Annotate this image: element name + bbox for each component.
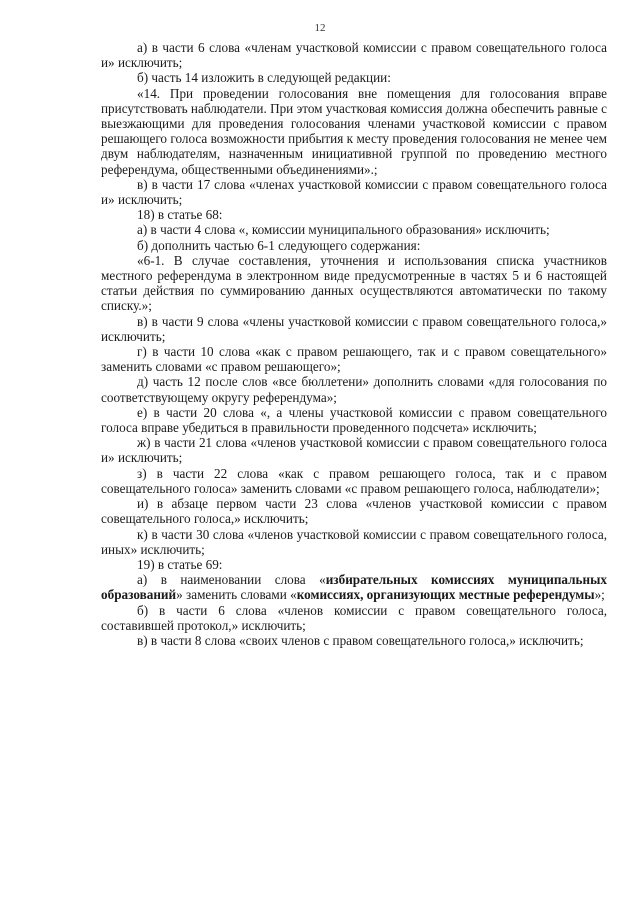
paragraph-amend-a: а) в части 6 слова «членам участковой комиссии с правом совещательного голоса и» исключить; — [101, 40, 607, 71]
paragraph-18-k: к) в части 30 слова «членов участковой комиссии с правом совещательного голоса, иных» исключить; — [101, 526, 607, 557]
paragraph-amend-v: в) в части 17 слова «членах участковой комиссии с правом совещательного голоса и» исключить; — [101, 176, 607, 208]
paragraph-19-a-part-1: а) в наименовании слова « — [137, 572, 326, 588]
paragraph-part-6-1-text: «6-1. В случае составления, уточнения и использования списка участников местного референдума в электронном виде предусмотренные в частях 5 и 6 настоящей статьи действия по суммированию данных осуществляются автоматически по такому списку.»; — [101, 252, 607, 314]
paragraph-part-14-text: «14. При проведении голосования вне помещения для голосования вправе присутствовать наблюдатели. При этом участковая комиссия должна обеспечить равные с выезжающими для проведения голосования членами участковой комиссии с правом решающего голоса возможности прибытия к месту проведения голосования не менее чем двум наблюдателям, назначенным инициативной группой по проведению местного референдума, общественными объединениями».; — [101, 85, 607, 177]
paragraph-19-a-new-words: комиссиях, организующих местные референдумы — [296, 587, 595, 603]
paragraph-18-a: а) в части 4 слова «, комиссии муниципального образования» исключить; — [137, 222, 550, 238]
paragraph-19-v: в) в части 8 слова «своих членов с правом совещательного голоса,» исключить; — [137, 632, 584, 648]
paragraph-18-z: з) в части 22 слова «как с правом решающего голоса, так и с правом совещательного голоса» заменить словами «с правом решающего голоса, наблюдатели»; — [101, 465, 607, 496]
paragraph-18-v: в) в части 9 слова «члены участковой комиссии с правом совещательного голоса,» исключить; — [101, 313, 607, 344]
paragraph-18-g: г) в части 10 слова «как с правом решающего, так и с правом совещательного» заменить словами «с правом решающего»; — [101, 344, 607, 375]
document-body — [101, 40, 607, 648]
page-number: 12 — [314, 22, 326, 34]
paragraph-18-i: и) в абзаце первом части 23 слова «членов участковой комиссии с правом совещательного голоса,» исключить; — [101, 496, 607, 527]
paragraph-19-a-part-5: »; — [594, 587, 605, 603]
paragraph-18-zh: ж) в части 21 слова «членов участковой комиссии с правом совещательного голоса и» исключить; — [101, 435, 607, 466]
paragraph-amend-b: б) часть 14 изложить в следующей редакции: — [137, 70, 391, 86]
paragraph-item-18: 18) в статье 68: — [137, 207, 223, 223]
paragraph-19-b: б) в части 6 слова «членов комиссии с правом совещательного голоса, составившей протокол,» исключить; — [101, 602, 607, 633]
paragraph-18-e: е) в части 20 слова «, а члены участковой комиссии с правом совещательного голоса вправе убедиться в правильности проведенного подсчета» исключить; — [101, 404, 607, 436]
paragraph-19-a — [101, 572, 607, 602]
paragraph-item-19: 19) в статье 69: — [137, 556, 223, 572]
paragraph-18-d: д) часть 12 после слов «все бюллетени» дополнить словами «для голосования по соответствующему округу референдума»; — [101, 374, 607, 405]
paragraph-18-b: б) дополнить частью 6-1 следующего содержания: — [137, 237, 421, 253]
paragraph-19-a-part-3: » заменить словами « — [176, 587, 297, 603]
paragraph-19-a-old-words: избирательных комиссиях муниципальных образований — [101, 572, 607, 603]
